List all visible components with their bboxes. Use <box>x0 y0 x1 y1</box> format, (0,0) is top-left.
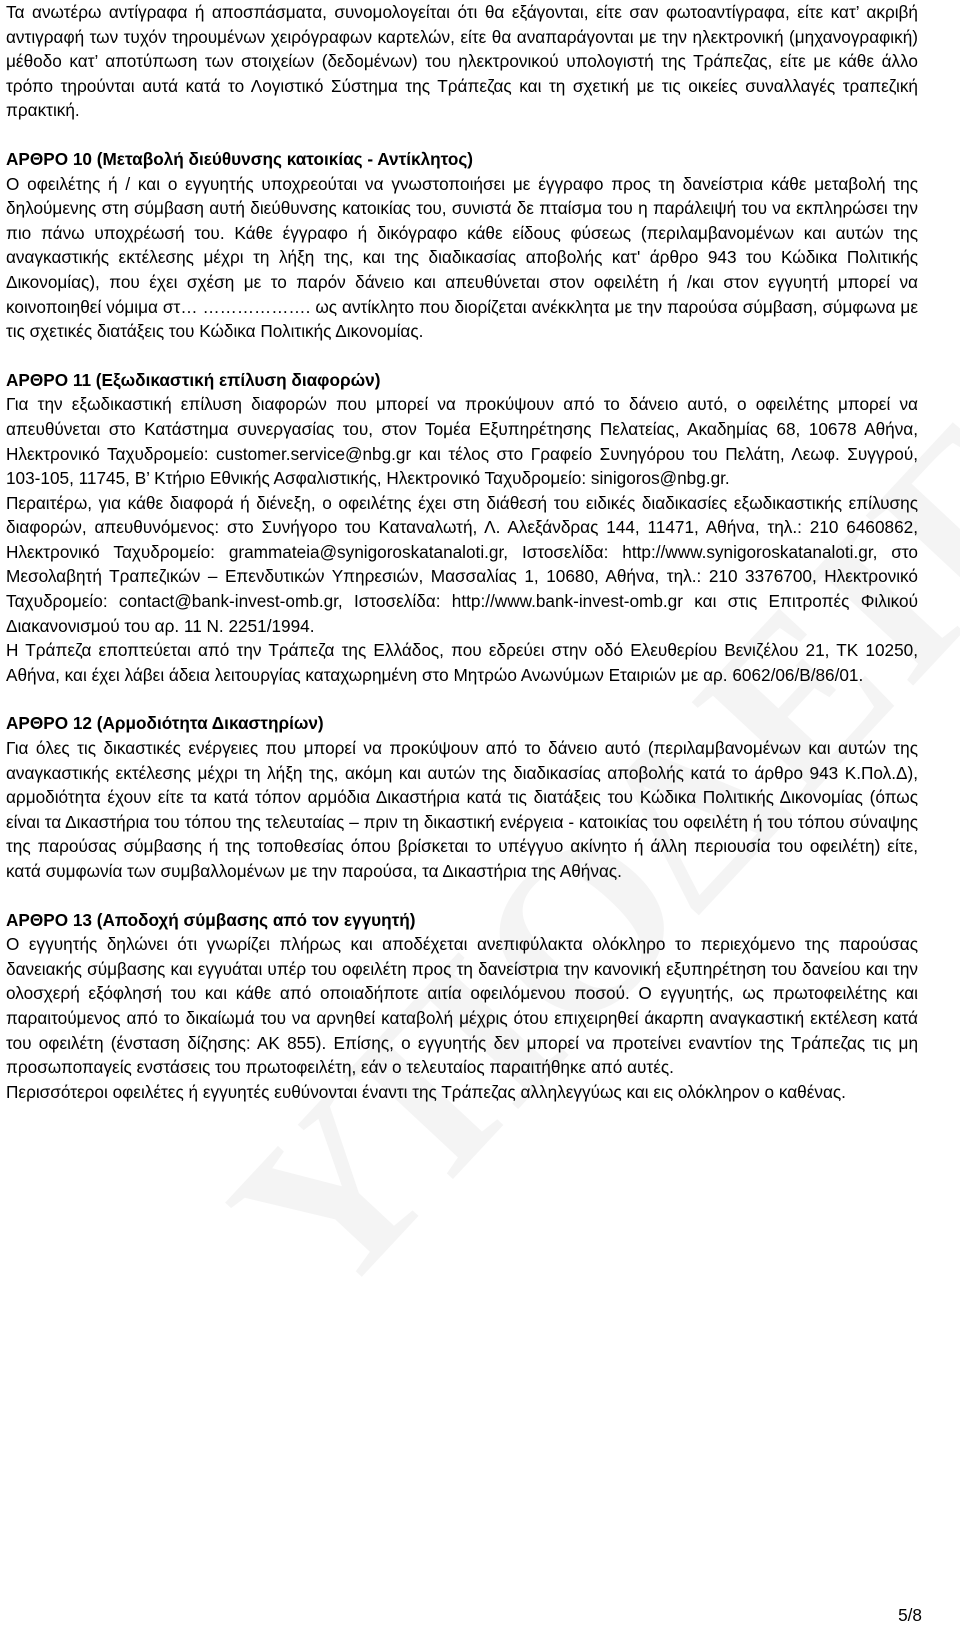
article-12-body: Για όλες τις δικαστικές ενέργειες που μπορεί να προκύψουν από το δάνειο αυτό (περιλαμβανομένων και αυτών της αναγκαστικής εκτέλεσης μέχρι τη λήξη της, ακόμη και αυτών της διαδικασίας αποβολής κατά το άρθρο 943 Κ.Πολ.Δ), αρμοδιότητα έχουν είτε τα κατά τόπον αρμόδια Δικαστήρια κατά τις διατάξεις του Κώδικα Πολιτικής Δικονομίας (όπως είναι τα Δικαστήρια του τόπου της τελευταίας – πριν τη δικαστική ενέργεια - κατοικίας του οφειλέτη ή του τόπου σύναψης της παρούσας σύμβασης ή της τοποθεσίας όπου βρίσκεται το υπέγγυο ακίνητο ή άλλη περιουσία του οφειλέτη) είτε, κατά συμφωνία των συμβαλλομένων με την παρούσα, τα Δικαστήρια της Αθήνας. <box>6 738 918 881</box>
article-11 <box>6 368 918 688</box>
article-11-title: ΑΡΘΡΟ 11 (Εξωδικαστική επίλυση διαφορών) <box>6 369 381 390</box>
page-number: 5/8 <box>898 1605 922 1625</box>
article-12-title: ΑΡΘΡΟ 12 (Αρμοδιότητα Δικαστηρίων) <box>6 713 324 734</box>
article-13-paragraph-1: Ο εγγυητής δηλώνει ότι γνωρίζει πλήρως και αποδέχεται ανεπιφύλακτα ολόκληρο το περιεχόμενο της παρούσας δανειακής σύμβασης και εγγυάται υπέρ του οφειλέτη προς τη δανείστρια την κανονική εξυπηρέτηση του δανείου και την ολοσχερή εξόφλησή του και κάθε από οποιαδήποτε αιτία οφειλόμενου ποσού. Ο εγγυητής, ως πρωτοφειλέτης και παραιτούμενος από το δικαίωμά του να αρνηθεί καταβολή μέχρις ότου επιχειρηθεί άκαρπη αναγκαστική εκτέλεση κατά του οφειλέτη (ένσταση δίζησης: ΑΚ 855). Επίσης, ο εγγυητής δεν μπορεί να προτείνει εναντίον της Τράπεζας τις μη προσωποπαγείς ενστάσεις του πρωτοφειλέτη, εάν ο τελευταίος παραιτήθηκε από αυτές. <box>6 934 918 1078</box>
article-10 <box>6 147 918 344</box>
spacer <box>6 344 918 368</box>
spacer <box>6 884 918 908</box>
article-10-title: ΑΡΘΡΟ 10 (Μεταβολή διεύθυνσης κατοικίας - Αντίκλητος) <box>6 148 474 169</box>
document-body <box>6 0 918 1104</box>
article-10-body: Ο οφειλέτης ή / και ο εγγυητής υποχρεούται να γνωστοποιήσει με έγγραφο προς τη δανείστρια κάθε μεταβολή της δηλούμενης στη σύμβαση αυτή διεύθυνσης κατοικίας του, συνιστά δε πταίσμα του η παράλειψή του να εκπληρώσει την πιο πάνω υποχρέωσή του. Κάθε έγγραφο ή δικόγραφο κάθε είδους φύσεως (περιλαμβανομένων και αυτών της αναγκαστικής εκτέλεσης μέχρι τη λήξη της, και της διαδικασίας αποβολής κατ' άρθρο 943 του Κώδικα Πολιτικής Δικονομίας), που έχει σχέση με το παρόν δάνειο και απευθύνεται στον οφειλέτη ή /και στον εγγυητή μπορεί να κοινοποιηθεί νόμιμα στ… ………………. ως αντίκλητο που διορίζεται ανέκκλητα με την παρούσα σύμβαση, σύμφωνα με τις σχετικές διατάξεις του Κώδικα Πολιτικής Δικονομίας. <box>6 173 918 342</box>
spacer <box>6 687 918 711</box>
article-11-paragraph-2: Περαιτέρω, για κάθε διαφορά ή διένεξη, ο οφειλέτης έχει στη διάθεσή του ειδικές διαδικασίες εξωδικαστικής επίλυσης διαφορών, απευθυνόμενος: στο Συνήγορο του Καταναλωτή, Λ. Αλεξάνδρας 144, 11471, Αθήνα, τηλ.: 210 6460862, Ηλεκτρονικό Ταχυδρομείο: grammateia@synigoroskatanaloti.gr, Ιστοσελίδα: http://www.synigoroskatanaloti.gr, στο Μεσολαβητή Τραπεζικών – Επενδυτικών Υπηρεσιών, Μασσαλίας 1, 10680, Αθήνα, τηλ.: 210 3376700, Ηλεκτρονικό Ταχυδρομείο: contact@bank-invest-omb.gr, Ιστοσελίδα: http://www.bank-invest-omb.gr και στις Επιτροπές Φιλικού Διακανονισμού του αρ. 11 Ν. 2251/1994. <box>6 492 918 636</box>
article-13 <box>6 908 918 1105</box>
intro-paragraph: Τα ανωτέρω αντίγραφα ή αποσπάσματα, συνομολογείται ότι θα εξάγονται, είτε σαν φωτοαντίγραφα, είτε κατ’ ακριβή αντιγραφή των τυχόν τηρουμένων χειρόγραφων καρτελών, είτε θα αναπαράγονται με την ηλεκτρονική (μηχανογραφική) μέθοδο κατ’ αποτύπωση των στοιχείων (δεδομένων) του ηλεκτρονικού υπολογιστή της Τράπεζας, είτε με κάθε άλλο τρόπο τηρούνται αυτά κατά το Λογιστικό Σύστημα της Τράπεζας και τη σχετική με τις οικείες συναλλαγές τραπεζική πρακτική. <box>6 2 918 121</box>
article-11-paragraph-3: Η Τράπεζα εποπτεύεται από την Τράπεζα της Ελλάδος, που εδρεύει στην οδό Ελευθερίου Βενιζέλου 21, ΤΚ 10250, Αθήνα, και έχει λάβει άδεια λειτουργίας καταχωρημένη στο Μητρώο Ανωνύμων Εταιριών με αρ. 6062/06/Β/86/01. <box>6 640 918 685</box>
article-11-paragraph-1: Για την εξωδικαστική επίλυση διαφορών που μπορεί να προκύψουν από το δάνειο αυτό, ο οφειλέτης μπορεί να απευθύνεται στο Κατάστημα συνεργασίας του, στον Τομέα Εξυπηρέτησης Πελατείας, Ακαδημίας 68, 10678 Αθήνα, Ηλεκτρονικό Ταχυδρομείο: customer.service@nbg.gr και τέλος στο Γραφείο Συνηγόρου του Πελάτη, Λεωφ. Συγγρού, 103-105, 11745, Β’ Κτήριο Εθνικής Ασφαλιστικής, Ηλεκτρονικό Ταχυδρομείο: sinigoros@nbg.gr. <box>6 394 918 489</box>
article-13-paragraph-2: Περισσότεροι οφειλέτες ή εγγυητές ευθύνονται έναντι της Τράπεζας αλληλεγγύως και εις ολόκληρον ο καθένας. <box>6 1081 846 1102</box>
article-12 <box>6 711 918 883</box>
spacer <box>6 123 918 147</box>
article-13-title: ΑΡΘΡΟ 13 (Αποδοχή σύμβασης από τον εγγυητή) <box>6 909 416 930</box>
